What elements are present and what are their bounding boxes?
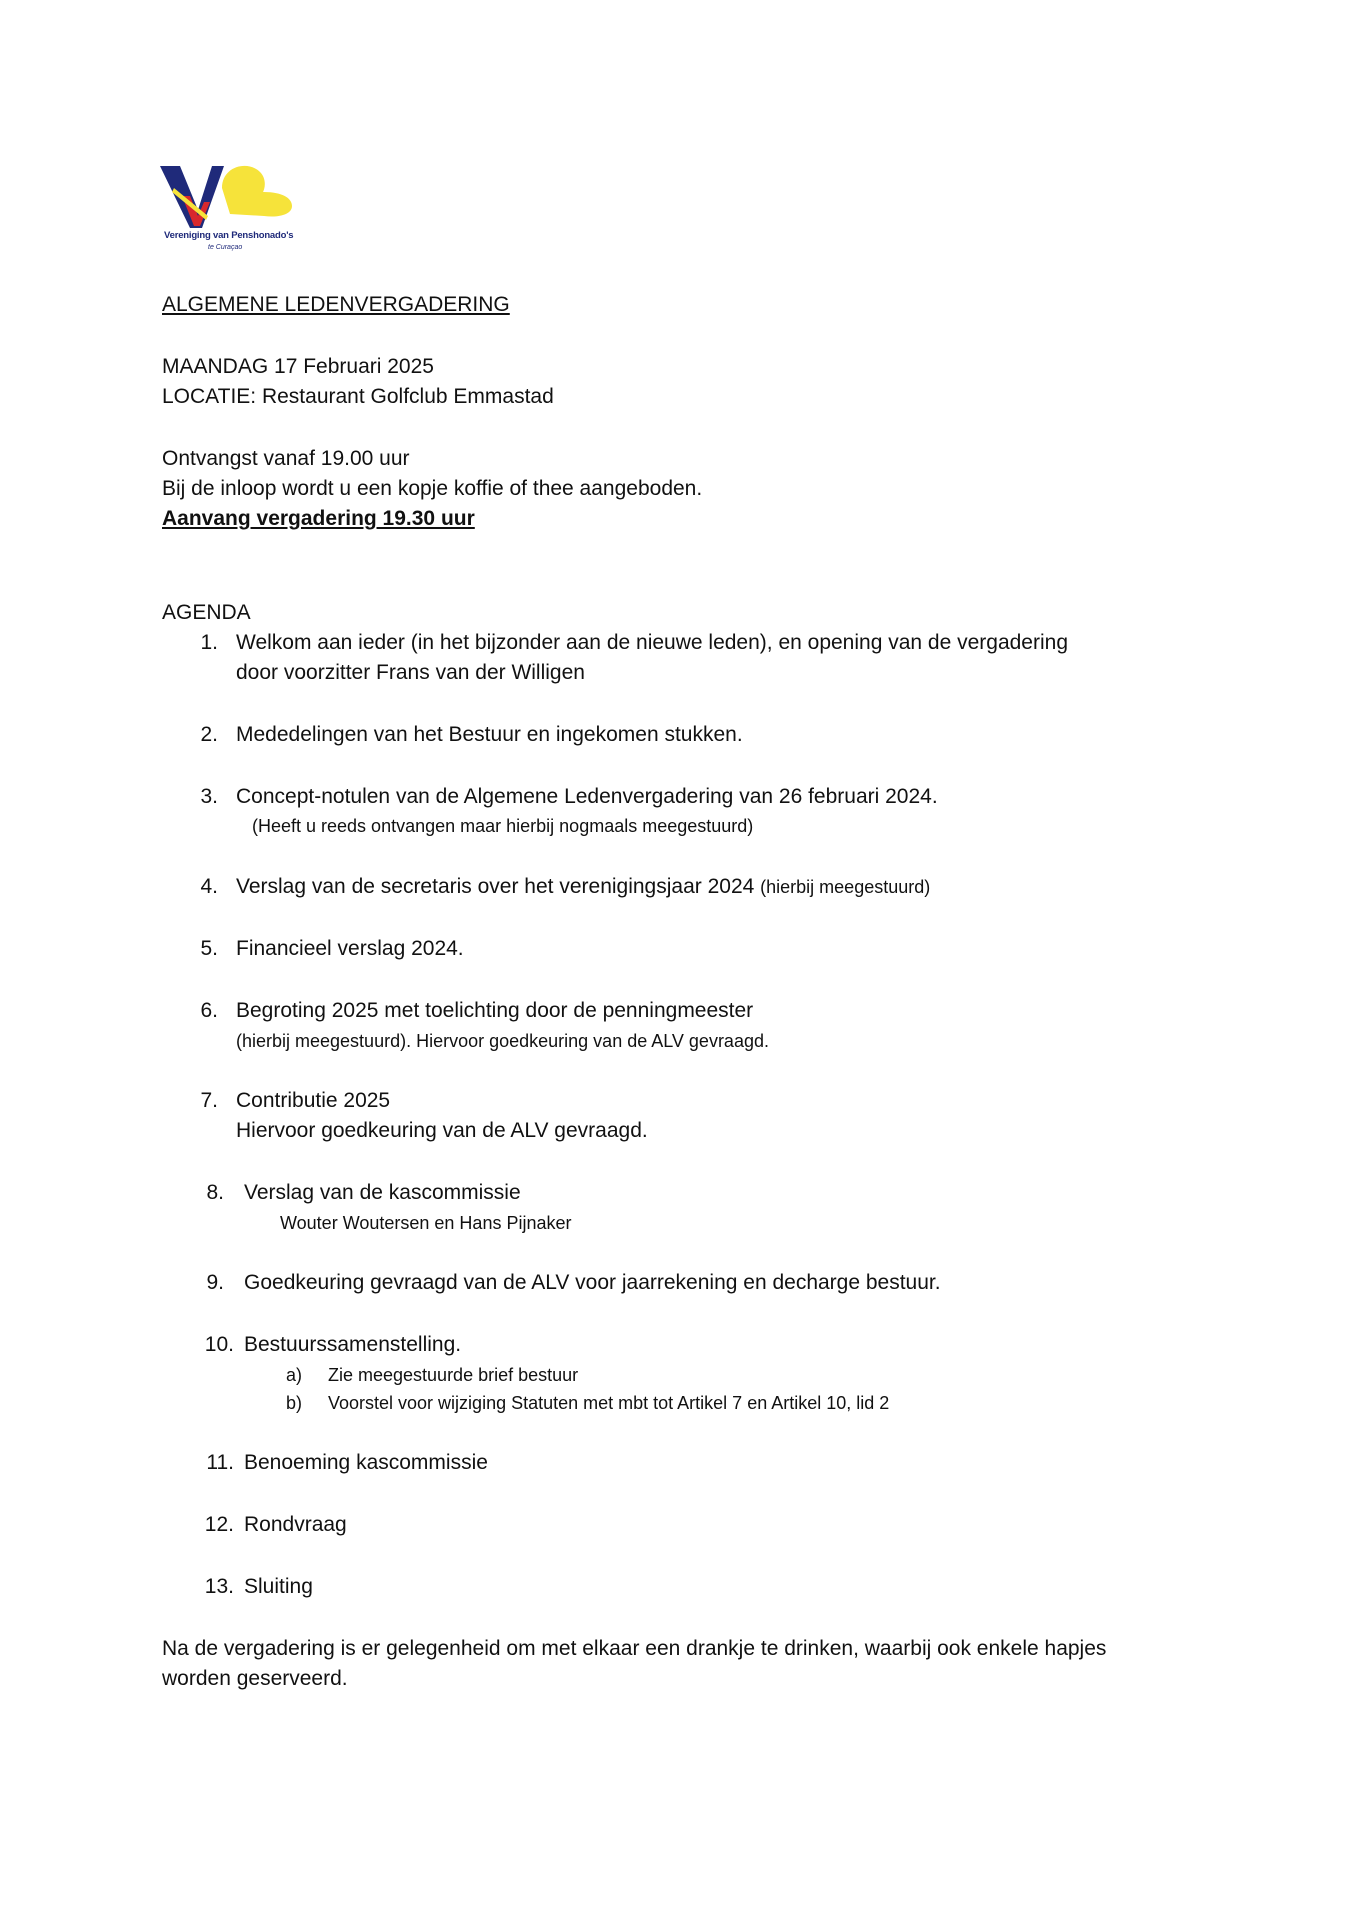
agenda-item-text: Sluiting <box>244 1575 313 1598</box>
organization-logo <box>160 158 300 258</box>
agenda-item-main: Verslag van de secretaris over het verenigingsjaar 2024 <box>236 875 755 898</box>
agenda-item-number: 11. <box>206 1451 234 1474</box>
closing-text: Na de vergadering is er gelegenheid om met elkaar een drankje te drinken, waarbij ook enkele hapjes <box>162 1637 1107 1660</box>
agenda-item-subtext: Wouter Woutersen en Hans Pijnaker <box>280 1213 572 1233</box>
coffee-note: Bij de inloop wordt u een kopje koffie of thee aangeboden. <box>162 477 703 500</box>
agenda-item-text: Bestuurssamenstelling. <box>244 1333 462 1356</box>
agenda-subitem-letter: a) <box>286 1365 303 1385</box>
agenda-subitem-text: Voorstel voor wijziging Statuten met mbt tot Artikel 7 en Artikel 10, lid 2 <box>328 1393 890 1413</box>
agenda-item-text: Begroting 2025 met toelichting door de penningmeester <box>236 999 754 1022</box>
agenda-item-number: 1. <box>200 631 218 654</box>
agenda-item-text <box>236 874 930 900</box>
agenda-item-inline-note: (hierbij meegestuurd) <box>760 877 931 897</box>
agenda-item-text: Goedkeuring gevraagd van de ALV voor jaarrekening en decharge bestuur. <box>244 1271 941 1294</box>
meeting-start: Aanvang vergadering 19.30 uur <box>162 507 475 530</box>
agenda-item-text: Concept-notulen van de Algemene Ledenvergadering van 26 februari 2024. <box>236 785 938 808</box>
agenda-item-text: Contributie 2025 <box>236 1089 391 1112</box>
closing-text: worden geserveerd. <box>162 1667 348 1690</box>
agenda-item-number: 3. <box>200 785 218 808</box>
agenda-item-subtext: (Heeft u reeds ontvangen maar hierbij nogmaals meegestuurd) <box>252 816 754 836</box>
agenda-item-number: 8. <box>206 1181 224 1204</box>
agenda-item-text: Hiervoor goedkeuring van de ALV gevraagd. <box>236 1119 648 1142</box>
agenda-item-number: 12. <box>204 1513 234 1536</box>
agenda-item-number: 5. <box>200 937 218 960</box>
agenda-item-text: door voorzitter Frans van der Willigen <box>236 661 585 684</box>
agenda-item-number: 9. <box>206 1271 224 1294</box>
agenda-item-number: 4. <box>200 875 218 898</box>
agenda-item-number: 10. <box>204 1333 234 1356</box>
agenda-item-number: 2. <box>200 723 218 746</box>
meeting-location: LOCATIE: Restaurant Golfclub Emmastad <box>162 385 554 408</box>
reception-time: Ontvangst vanaf 19.00 uur <box>162 447 410 470</box>
agenda-item-number: 6. <box>200 999 218 1022</box>
agenda-item-text: Verslag van de kascommissie <box>244 1181 521 1204</box>
logo-org-name: Vereniging van Penshonado's <box>164 230 294 241</box>
agenda-item-text: Financieel verslag 2024. <box>236 937 464 960</box>
agenda-subitem-text: Zie meegestuurde brief bestuur <box>328 1365 579 1385</box>
agenda-item-text: Rondvraag <box>244 1513 347 1536</box>
document-title: ALGEMENE LEDENVERGADERING <box>162 293 510 316</box>
agenda-item-text: Mededelingen van het Bestuur en ingekomen stukken. <box>236 723 743 746</box>
logo-org-sub: te Curaçao <box>208 244 243 251</box>
agenda-heading: AGENDA <box>162 601 251 624</box>
agenda-item-subtext: (hierbij meegestuurd). Hiervoor goedkeuring van de ALV gevraagd. <box>236 1031 769 1051</box>
logo-mark-icon <box>160 158 300 230</box>
agenda-item-number: 13. <box>204 1575 234 1598</box>
agenda-subitem-letter: b) <box>286 1393 303 1413</box>
agenda-item-text: Benoeming kascommissie <box>244 1451 488 1474</box>
agenda-item-text: Welkom aan ieder (in het bijzonder aan de nieuwe leden), en opening van de vergadering <box>236 631 1069 654</box>
meeting-date: MAANDAG 17 Februari 2025 <box>162 355 434 378</box>
agenda-item-number: 7. <box>200 1089 218 1112</box>
